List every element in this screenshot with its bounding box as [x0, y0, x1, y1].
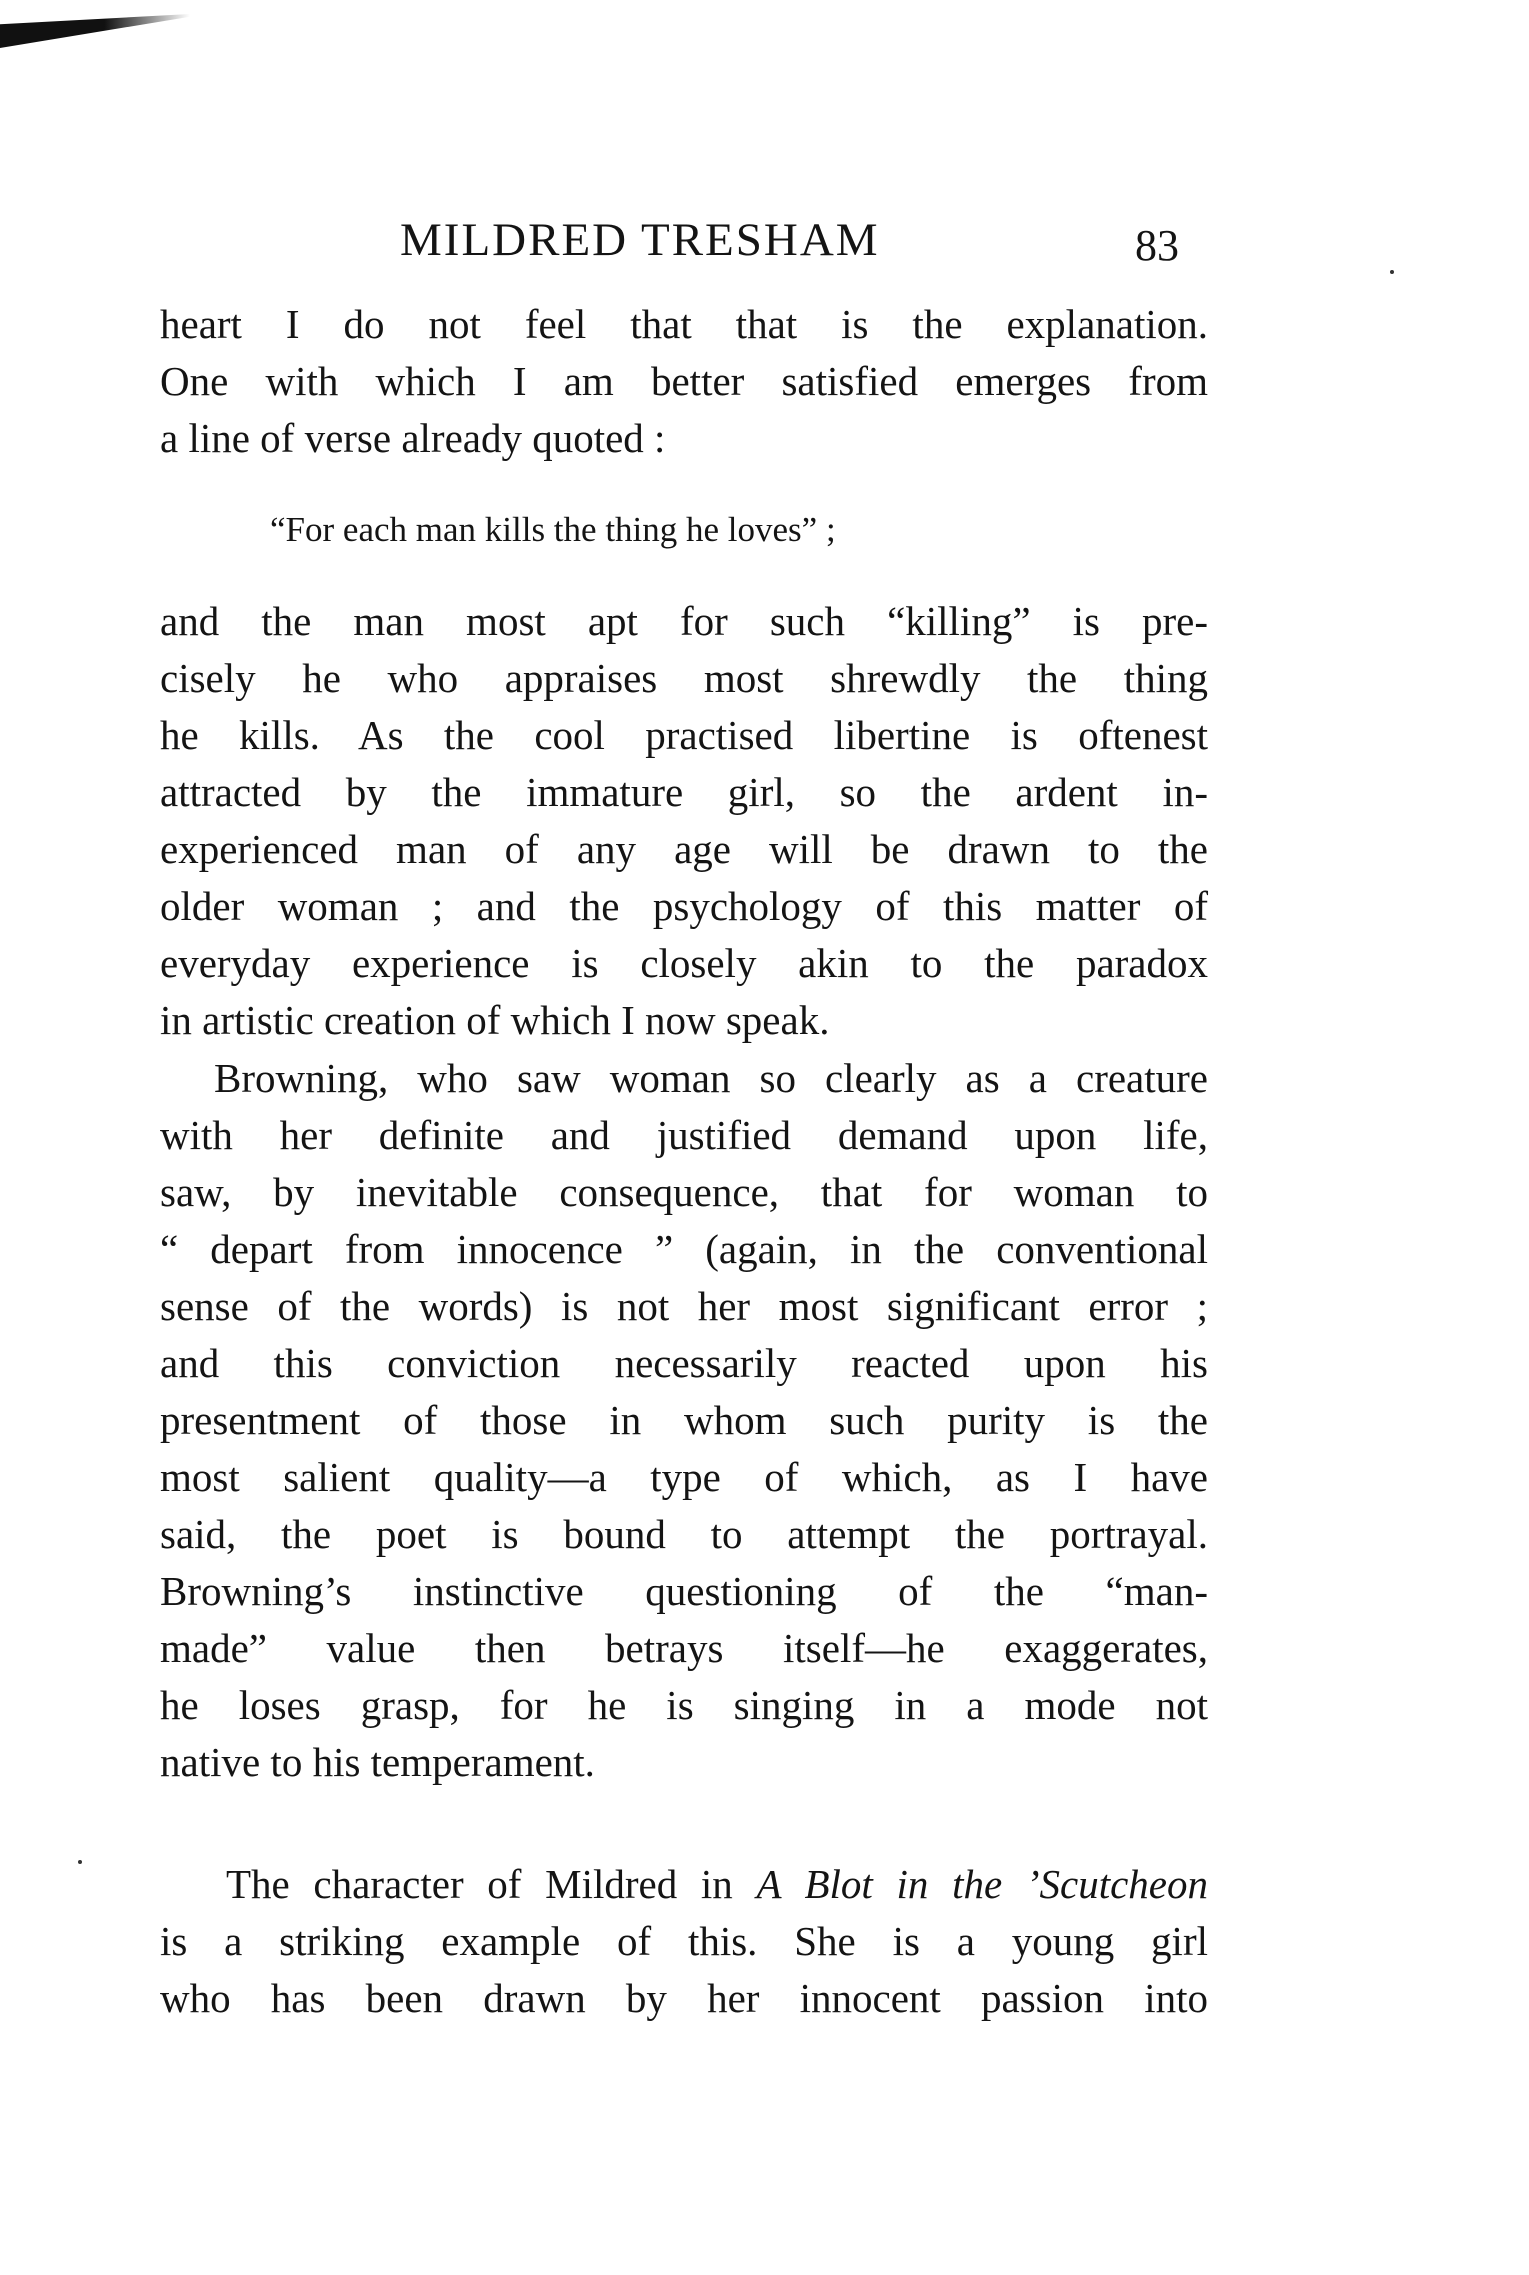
text-line: Browning, who saw woman so clearly as a creature: [214, 1055, 1208, 1101]
scan-edge-mark: [0, 14, 190, 48]
text-line: heart I do not feel that that is the explanation.: [160, 301, 1208, 347]
text-line: Browning’s instinctive questioning of the “man-: [160, 1568, 1208, 1614]
text-line: “ depart from innocence ” (again, in the conventional: [160, 1226, 1208, 1272]
text-line: a line of verse already quoted :: [160, 415, 666, 461]
text-line: older woman ; and the psychology of this matter of: [160, 883, 1208, 929]
text-line: everyday experience is closely akin to the paradox: [160, 940, 1208, 986]
paragraph-1: [160, 296, 1208, 467]
paragraph-2: [160, 593, 1208, 1049]
text-line: and the man most apt for such “killing” is pre-: [160, 598, 1208, 644]
text-line: made” value then betrays itself—he exaggerates,: [160, 1625, 1208, 1671]
text-line: and this conviction necessarily reacted upon his: [160, 1340, 1208, 1386]
paragraph-3: [160, 1050, 1208, 1791]
text-line: he kills. As the cool practised libertine is oftenest: [160, 712, 1208, 758]
text-line: saw, by inevitable consequence, that for woman to: [160, 1169, 1208, 1215]
text-line: who has been drawn by her innocent passion into: [160, 1975, 1208, 2021]
text-line: cisely he who appraises most shrewdly the thing: [160, 655, 1208, 701]
text-line: he loses grasp, for he is singing in a mode not: [160, 1682, 1208, 1728]
text-line: attracted by the immature girl, so the ardent in-: [160, 769, 1208, 815]
running-head: [0, 205, 1529, 275]
text-line: sense of the words) is not her most significant error ;: [160, 1283, 1208, 1329]
verse-quotation: “For each man kills the thing he loves” ;: [270, 510, 836, 549]
text-line: most salient quality—a type of which, as I have: [160, 1454, 1208, 1500]
paper-speck: [78, 1860, 82, 1864]
text-line: One with which I am better satisfied emerges from: [160, 358, 1208, 404]
play-title: A Blot in the ’Scutcheon: [756, 1861, 1208, 1907]
paper-speck: [1390, 270, 1394, 274]
text-line: presentment of those in whom such purity is the: [160, 1397, 1208, 1443]
paragraph-4: [160, 1856, 1208, 2027]
text-line: native to his temperament.: [160, 1739, 595, 1785]
text-line: experienced man of any age will be drawn to the: [160, 826, 1208, 872]
text-line: said, the poet is bound to attempt the portrayal.: [160, 1511, 1208, 1557]
text-line: with her definite and justified demand upon life,: [160, 1112, 1208, 1158]
text-line-prefix: The character of Mildred in: [226, 1861, 757, 1907]
text-line: in artistic creation of which I now speak.: [160, 997, 830, 1043]
running-title: MILDRED TRESHAM: [400, 214, 880, 266]
page-number: 83: [1135, 221, 1179, 270]
text-line: [160, 1856, 1208, 1913]
text-line: is a striking example of this. She is a young girl: [160, 1918, 1208, 1964]
